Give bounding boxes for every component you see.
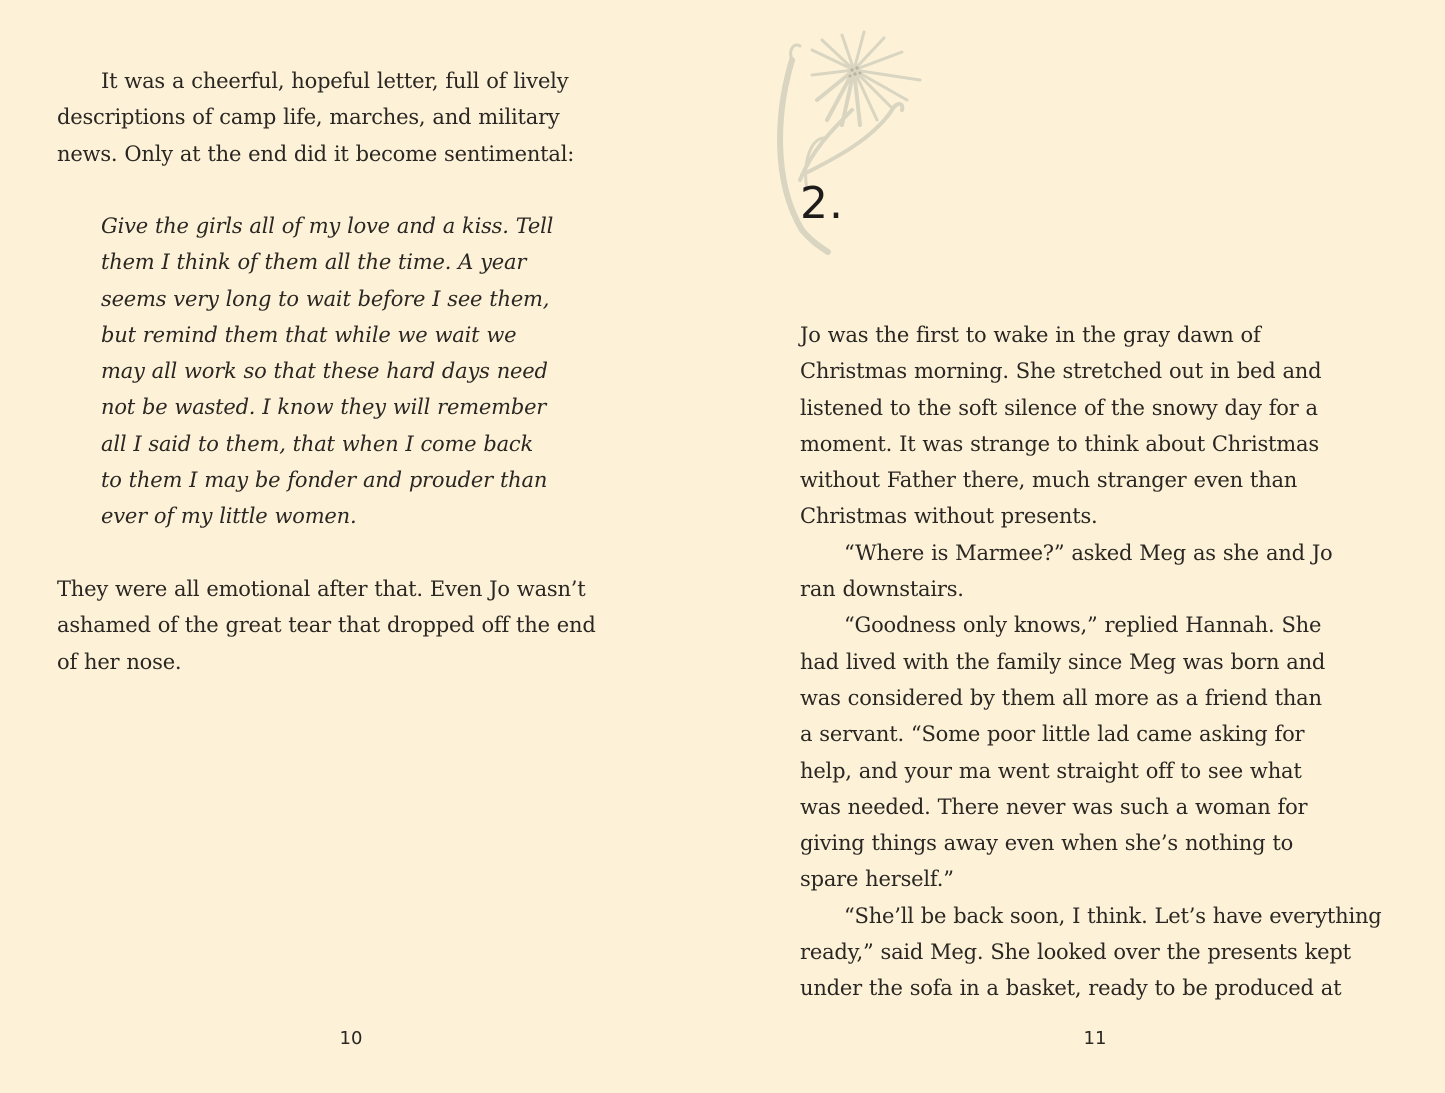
text-line: had lived with the family since Meg was born and [800, 649, 1326, 674]
page-number-right: 11 [1083, 1028, 1107, 1049]
text-line: was needed. There never was such a woman for [800, 794, 1308, 819]
left-page [0, 0, 722, 1093]
paragraph-letter-intro [57, 63, 574, 172]
text-line: Christmas morning. She stretched out in bed and [800, 359, 1322, 384]
text-line: Jo was the first to wake in the gray dawn of [800, 323, 1261, 347]
flower-ornament-icon [772, 30, 932, 260]
text-line: “Goodness only knows,” replied Hannah. She [844, 613, 1322, 638]
quote-line: not be wasted. I know they will remember [101, 395, 547, 420]
text-line: without Father there, much stranger even than [800, 468, 1298, 493]
paragraph-emotional [57, 571, 596, 680]
letter-quote [101, 208, 553, 535]
text-line: moment. It was strange to think about Christmas [800, 431, 1319, 456]
quote-line: to them I may be fonder and prouder than [101, 468, 548, 493]
quote-line: seems very long to wait before I see them, [101, 286, 550, 311]
text-line: news. Only at the end did it become sentimental: [57, 141, 575, 166]
text-line: descriptions of camp life, marches, and military [57, 105, 560, 130]
quote-line: all I said to them, that when I come back [101, 431, 534, 456]
chapter-body [800, 317, 1382, 1007]
quote-line: but remind them that while we wait we [101, 322, 517, 347]
text-line: help, and your ma went straight off to see what [800, 758, 1302, 783]
text-line: of her nose. [57, 649, 182, 674]
text-line: was considered by them all more as a friend than [800, 685, 1322, 710]
quote-line: them I think of them all the time. A year [101, 250, 527, 275]
text-line: a servant. “Some poor little lad came asking for [800, 722, 1305, 747]
text-line: “Where is Marmee?” asked Meg as she and Jo [844, 540, 1333, 565]
text-line: spare herself.” [800, 867, 954, 892]
text-line: under the sofa in a basket, ready to be produced at [800, 976, 1342, 1001]
text-line: Christmas without presents. [800, 504, 1098, 529]
text-line: “She’ll be back soon, I think. Let’s have everything [844, 903, 1382, 928]
chapter-number: 2. [800, 178, 844, 229]
page-number-left: 10 [339, 1028, 363, 1049]
text-line: ashamed of the great tear that dropped off the end [57, 613, 596, 638]
text-line: They were all emotional after that. Even Jo wasn’t [57, 577, 586, 601]
quote-line: Give the girls all of my love and a kiss. Tell [101, 214, 554, 238]
right-page [722, 0, 1445, 1093]
text-line: It was a cheerful, hopeful letter, full of lively [101, 69, 569, 93]
quote-line: may all work so that these hard days need [101, 359, 548, 384]
text-line: listened to the soft silence of the snowy day for a [800, 395, 1318, 420]
text-line: ready,” said Meg. She looked over the presents kept [800, 940, 1351, 965]
text-line: giving things away even when she’s nothing to [800, 831, 1294, 856]
text-line: ran downstairs. [800, 577, 964, 602]
quote-line: ever of my little women. [101, 504, 357, 529]
